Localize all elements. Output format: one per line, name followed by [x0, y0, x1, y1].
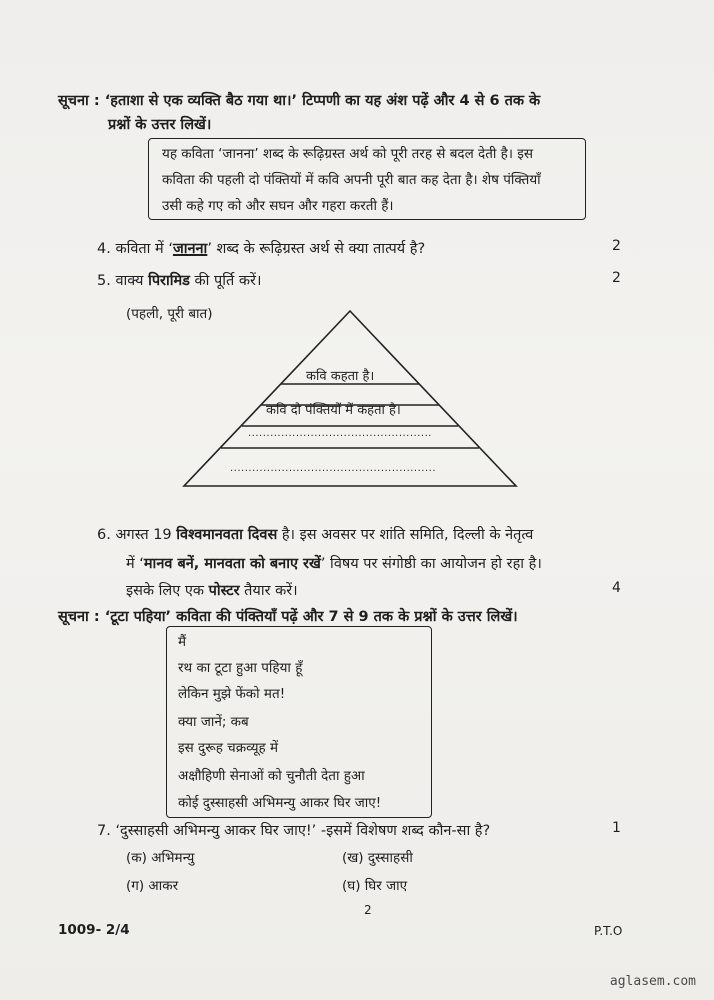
notice-2: [58, 606, 518, 626]
poem-line: मैं: [178, 634, 187, 650]
poem-line: इस दुरूह चक्रव्यूह में: [178, 740, 279, 756]
notice-2-text: ‘टूटा पहिया’ कविता की पंक्तियाँ पढ़ें और 7 से 9 तक के प्रश्नों के उत्तर लिखें।: [104, 609, 518, 625]
poem-line: अक्षौहिणी सेनाओं को चुनौती देता हुआ: [178, 768, 365, 784]
notice-1-line2: प्रश्नों के उत्तर लिखें।: [108, 117, 212, 133]
passage-1-line: उसी कहे गए को और सघन और गहरा करती हैं।: [162, 198, 394, 214]
pyramid-row-2: कवि दो पंक्तियों में कहता है।: [266, 403, 401, 418]
brand-watermark: aglasem.com: [609, 974, 696, 989]
passage-1-line: यह कविता ‘जानना’ शब्द के रूढ़िग्रस्त अर्थ को पूरी तरह से बदल देती है। इस: [162, 146, 534, 162]
question-6-l3-pre: इसके लिए एक: [126, 583, 209, 599]
pyramid-row-3: ..................................................: [248, 428, 432, 439]
question-4-marks: 2: [612, 238, 621, 254]
question-6-l2-pre: में ‘: [126, 556, 144, 572]
question-6-line2: [126, 553, 542, 573]
question-5-marks: 2: [612, 270, 621, 286]
question-7-number: 7.: [97, 823, 111, 839]
notice-1-label: सूचना :: [58, 93, 100, 109]
question-6-l3-post: तैयार करें।: [239, 583, 298, 599]
question-4: [97, 238, 425, 258]
passage-1-line: कविता की पहली दो पंक्तियों में कवि अपनी पूरी बात कह देता है। शेष पंक्तियाँ: [162, 172, 541, 188]
question-6-l2-bold: मानव बनें, मानवता को बनाए रखें: [143, 556, 321, 572]
question-7-text: ‘दुस्साहसी अभिमन्यु आकर घिर जाए!’ -इसमें विशेषण शब्द कौन-सा है?: [115, 823, 491, 839]
question-7-option-a: (क) अभिमन्यु: [126, 850, 195, 866]
question-7: [97, 820, 490, 840]
question-5-hint: (पहली, पूरी बात): [126, 306, 213, 322]
page-number: 2: [364, 903, 372, 917]
question-6-line1: [97, 524, 533, 544]
notice-1: [58, 90, 540, 110]
pto-label: P.T.O: [594, 924, 623, 938]
question-5-number: 5.: [97, 273, 111, 289]
question-4-number: 4.: [97, 241, 111, 257]
question-7-option-c: (ग) आकर: [126, 878, 179, 894]
question-4-pre: कविता में ‘: [115, 241, 173, 257]
question-6-l1-post: है। इस अवसर पर शांति समिति, दिल्ली के नेतृत्व: [277, 527, 534, 543]
pyramid-row-1: कवि कहता है।: [306, 369, 375, 384]
question-6-number: 6.: [97, 527, 111, 543]
notice-1-line1: ‘हताशा से एक व्यक्ति बैठ गया था।’ टिप्पणी का यह अंश पढ़ें और 4 से 6 तक के: [104, 93, 541, 109]
question-4-keyword: जानना: [172, 241, 208, 257]
poem-line: लेकिन मुझे फेंको मत!: [178, 686, 286, 702]
poem-line: रथ का टूटा हुआ पहिया हूँ: [178, 660, 303, 676]
question-5-post: की पूर्ति करें।: [189, 273, 262, 289]
question-6-line3: [126, 580, 298, 600]
question-5-pre: वाक्य: [115, 273, 149, 289]
question-7-marks: 1: [612, 820, 621, 836]
question-5: [97, 270, 261, 290]
question-5-bold: पिरामिड: [148, 273, 190, 289]
question-6-l3-bold: पोस्टर: [208, 583, 240, 599]
pyramid-row-4: ........................................................: [230, 463, 437, 474]
question-4-post: ’ शब्द के रूढ़िग्रस्त अर्थ से क्या तात्पर्य है?: [207, 241, 426, 257]
question-6-l2-post: ’ विषय पर संगोष्ठी का आयोजन हो रहा है।: [320, 556, 542, 572]
question-6-l1-bold: विश्वमानवता दिवस: [176, 527, 278, 543]
poem-line: कोई दुस्साहसी अभिमन्यु आकर घिर जाए!: [178, 795, 382, 811]
question-6-l1-pre: अगस्त 19: [115, 527, 177, 543]
question-7-option-d: (घ) घिर जाए: [342, 878, 408, 894]
question-6-marks: 4: [612, 580, 621, 596]
notice-2-label: सूचना :: [58, 609, 100, 625]
poem-line: क्या जानें; कब: [178, 714, 249, 730]
paper-code: 1009- 2/4: [58, 922, 130, 938]
question-7-option-b: (ख) दुस्साहसी: [342, 850, 413, 866]
